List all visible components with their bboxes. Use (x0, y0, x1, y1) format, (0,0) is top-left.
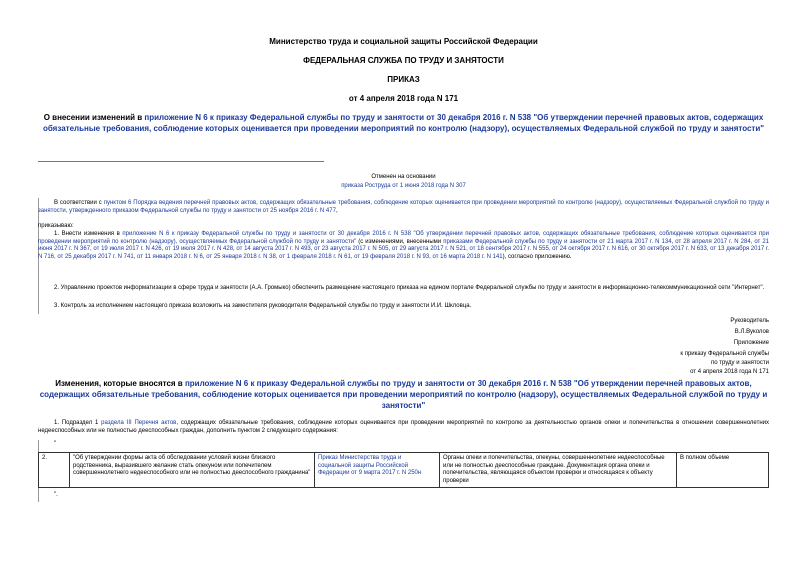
document-title (38, 112, 769, 134)
changes-title-link[interactable]: приложение N 6 к приказу Федеральной службы по труду и занятости от 30 декабря 2016 г. N 538 "Об утверждении перечней правовых актов, содержащих обязательные требования, соблюдение которых оценивается при проведении мероприятий по контролю (надзору), осуществляемых Федеральной службой по труду и занятости" (39, 379, 768, 410)
canceled-note-line1: Отменен на основании (371, 174, 436, 180)
appendix-date-line: от 4 апреля 2018 года N 171 (690, 369, 769, 375)
title-amended-act-link[interactable]: приложение N 6 к приказу Федеральной службы по труду и занятости от 30 декабря 2016 г. N 538 "Об утверждении перечней правовых актов, содержащих обязательные требования, соблюдение которых оценивается при проведении мероприятий по контролю (надзору), осуществляемых Федеральной службой по труду и занятости" (42, 113, 765, 133)
order-word: приказываю: (38, 223, 74, 229)
document-date-number: от 4 апреля 2018 года N 171 (348, 94, 459, 103)
changes-title (38, 378, 769, 411)
item-1-link[interactable]: приложение N 6 к приказу Федеральной службы по труду и занятости от 30 декабря 2016 г. N 538 "Об утверждении перечней правовых актов, содержащих обязательные требования, соблюдение которых оценивается при проведении мероприятий по контролю (надзору), осуществляемых Федеральной службой по труду и занятости" (38, 231, 769, 245)
item-1 (38, 231, 769, 261)
signature-name: В.Л.Вуколов (734, 329, 769, 335)
signature-position: Руководитель (730, 318, 769, 324)
cell-document (315, 453, 440, 488)
appendix-label: Приложение (733, 340, 769, 346)
title-prefix: О внесении изменений в (43, 113, 145, 122)
appendix-order-line: к приказу Федеральной службы (680, 351, 769, 357)
preamble-text-end: , (335, 207, 338, 214)
quote-close: ". (54, 492, 58, 498)
item-1-text-mid: (с изменениями, внесенными (356, 238, 444, 245)
cell-subjects: Органы опеки и попечительства, опекуны, совершеннолетние недееспособные или не полностью дееспособные граждане. Документация органа опеки и попечительства, являющаяся объектом проверки и относящаяся к объекту проверки (440, 453, 677, 488)
item-2: 2. Управлению проектов информатизации в сфере труда и занятости (А.А. Громыко) обеспечить размещение настоящего приказа на едином портале Федеральной службы по труду и занятости в информационно-телекоммуникационной сети "Интернет". (54, 285, 765, 291)
change-section-link[interactable]: раздела III Перечня актов (101, 420, 177, 426)
cell-number: 2. (39, 453, 70, 488)
change-text: 1. Подраздел 1 (54, 420, 102, 426)
service-name: ФЕДЕРАЛЬНАЯ СЛУЖБА ПО ТРУДУ И ЗАНЯТОСТИ (303, 56, 504, 65)
canceled-note-link[interactable]: приказа Роструда от 1 июня 2018 года N 307 (341, 183, 466, 189)
changes-title-prefix: Изменения, которые вносятся в (55, 379, 185, 388)
cell-scope: В полном объеме (677, 453, 769, 488)
change-paragraph (38, 420, 769, 435)
preamble-text: В соответствии с (54, 200, 104, 206)
table-row (39, 453, 769, 488)
quote-open: " (54, 441, 57, 447)
cell-act-name: "Об утверждении формы акта об обследовании условий жизни близкого родственника, выразившего желание стать опекуном или попечителем совершеннолетнего недееспособного или не полностью дееспособного гражданина" (70, 453, 315, 488)
appendix-service-line: по труду и занятости (710, 360, 769, 366)
legal-acts-table (38, 452, 769, 488)
document-link[interactable]: Приказ Министерства труда и социальной защиты Российской Федерации от 9 марта 2017 г. N 250н (318, 455, 422, 476)
preamble-link[interactable]: пунктом 6 Порядка ведения перечней правовых актов, содержащих обязательные требования, соблюдение которых оценивается при проведении мероприятий по контролю (надзору), осуществляемых Федеральной службой по труду и занятости, утвержденного приказом Федеральной службы по труду и занятости от 25 ноября 2016 г. N 477 (38, 200, 770, 214)
change-text-end: , содержащих обязательные требования, соблюдение которых оценивается при проведении мероприятий по контролю за деятельностью органов опеки и попечительства в отношении совершеннолетних недееспособных или не полностью дееспособных граждан, дополнить пунктом 2 следующего содержания: (38, 420, 769, 434)
item-3: 3. Контроль за исполнением настоящего приказа возложить на заместителя руководителя Федеральной службы по труду и занятости И.И. Шкловца. (54, 303, 472, 309)
document-type: ПРИКАЗ (387, 75, 420, 84)
item-1-text: 1. Внести изменения в (54, 231, 123, 237)
separator-line (38, 161, 324, 162)
item-1-text-end: ), согласно приложению. (502, 253, 572, 260)
ministry-name: Министерство труда и социальной защиты Российской Федерации (269, 37, 538, 46)
preamble-paragraph (38, 200, 769, 215)
item-1-amendments-link[interactable]: приказами Федеральной службы по труду и занятости от 21 марта 2017 г. N 134, от 28 апреля 2017 г. N 284, от 21 июня 2017 г. N 367, от 19 июля 2017 г. N 426, от 19 июля 2017 г. N 428, от 14 августа 2017 г. N 493, от 23 августа 2017 г. N 505, от 29 августа 2017 г. N 521, от 18 сентября 2017 г. N 555, от 24 октября 2017 г. N 616, от 30 октября 2017 г. N 633, от 13 декабря 2017 г. N 716, от 25 декабря 2017 г. N 741, от 11 января 2018 г. N 6, от 25 января 2018 г. N 38, от 1 февраля 2018 г. N 61, от 19 февраля 2018 г. N 93, от 16 марта 2018 г. N 141 (38, 238, 770, 260)
canceled-note (38, 173, 769, 191)
